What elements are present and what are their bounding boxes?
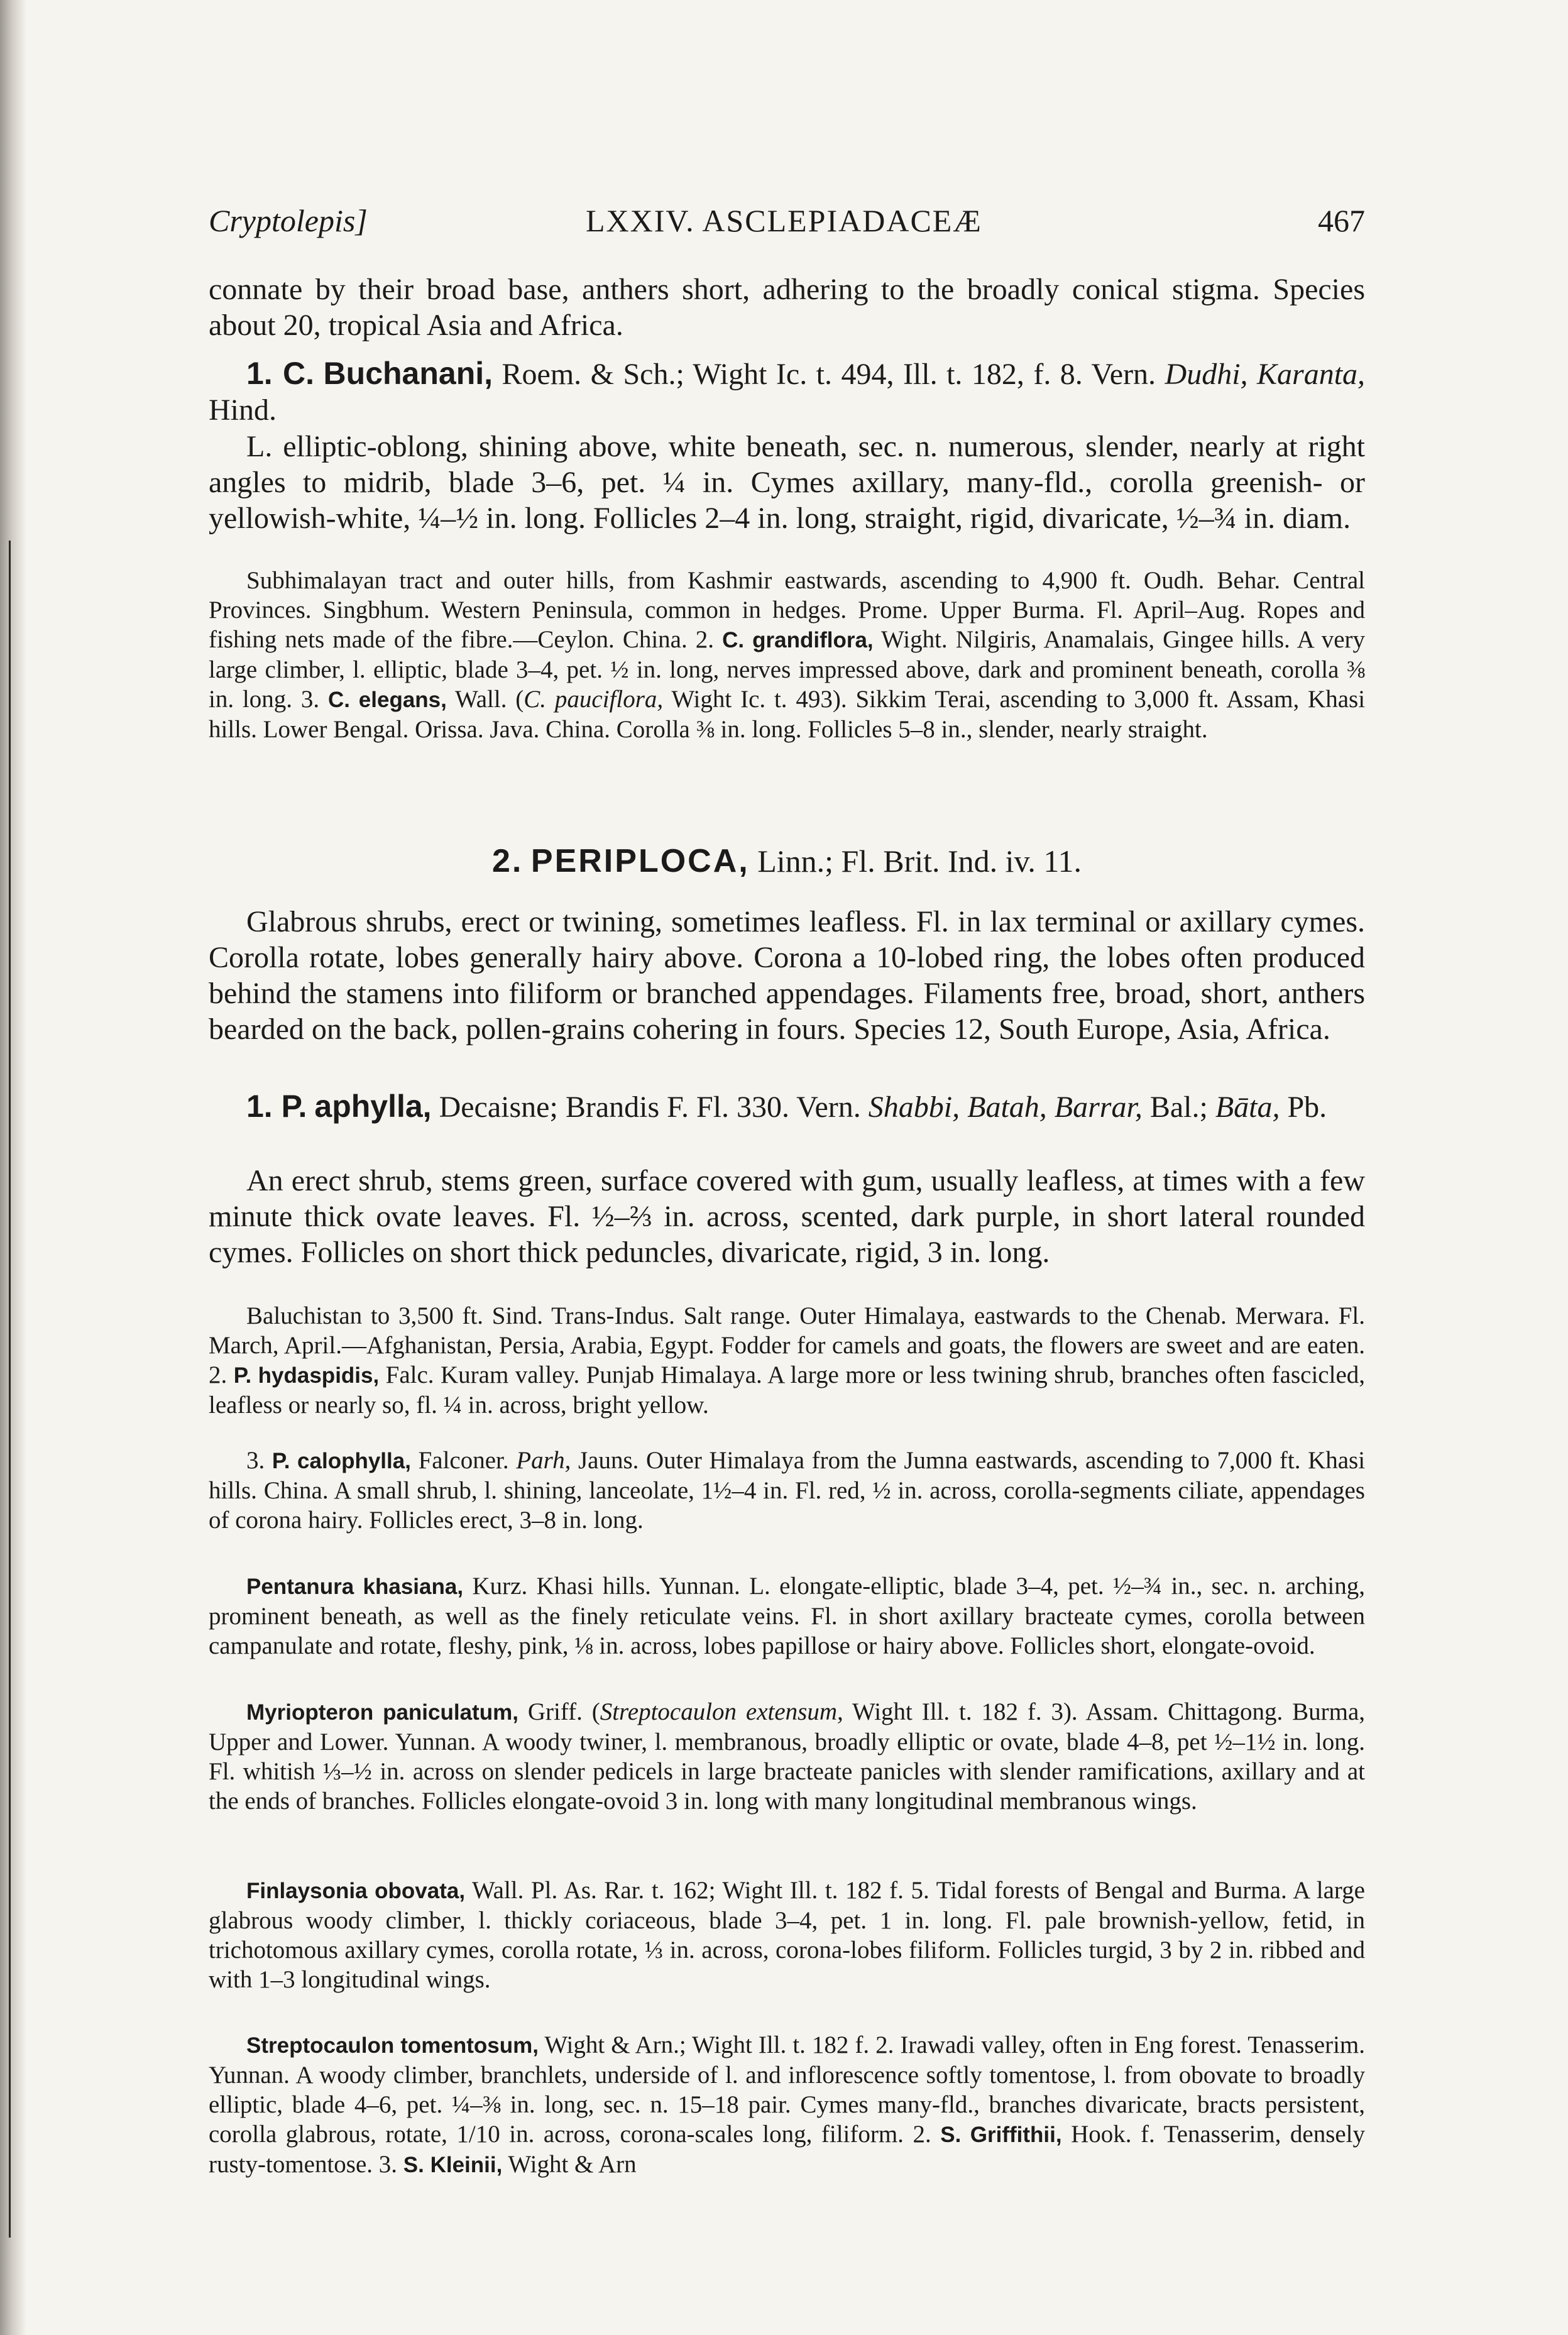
- calophylla-entry: [209, 1446, 1365, 1535]
- species-name: aphylla,: [314, 1089, 432, 1124]
- species-name: C. grandiflora,: [722, 628, 874, 652]
- cryptolepis-buchanani-entry: [209, 356, 1365, 428]
- cryptolepis-description: L. elliptic-oblong, shining above, white beneath, sec. n. numerous, slender, nearly at right angles to midrib, blade 3–6, pet. ¼ in. Cymes axillary, many-fld., corolla greenish- or yellowish-white, ¼–½ in. long. Follicles 2–4 in. long, straight, rigid, divaricate, ½–¾ in. diam.: [209, 430, 1365, 535]
- myriopteron-entry: [209, 1697, 1365, 1816]
- species-text: Wight Ill. t. 182 f. 3). Assam. Chittagong. Burma, Upper and Lower. Yunnan. A woody twiner, l. membranous, broadly elliptic or ovate, blade 4–8, pet ½–1½ in. long. Fl. whitish ⅓–½ in. across on slender pedicels in large bracteate panicles with slender ramifications, axillary and at the ends of branches. Follicles elongate-ovoid 3 in. long with many longitudinal membranous wings.: [209, 1698, 1366, 1815]
- species-text: Hook. f. Tenasserim, densely rusty-tomentose. 3.: [209, 2121, 1366, 2178]
- species-number: 3.: [246, 1447, 265, 1474]
- synonym: C. pauciflora,: [524, 686, 664, 713]
- species-name: Streptocaulon tomentosum,: [246, 2033, 539, 2058]
- pentanura-entry: [209, 1571, 1365, 1661]
- species-name: P. calophylla,: [271, 1449, 411, 1473]
- distribution-text: Baluchistan to 3,500 ft. Sind. Trans-Indus. Salt range. Outer Himalaya, eastwards to the Chenab. Merwara. Fl. March, April.—Afghanistan, Persia, Arabia, Egypt. Fodder for camels and goats, the flowers are sweet and are eaten. 2.: [209, 1302, 1365, 1388]
- vernacular-label: Vern.: [1091, 358, 1156, 391]
- header-genus: Cryptolepis]: [209, 203, 368, 238]
- species-name: C. elegans,: [327, 688, 447, 712]
- distribution-text: Wight Ic. t. 493). Sikkim Terai, ascending to 3,000 ft. Assam, Khasi hills. Lower Bengal. Orissa. Java. China. Corolla ⅜ in. long. Follicles 5–8 in., slender, nearly straight.: [209, 686, 1366, 743]
- species-name: Buchanani,: [323, 356, 493, 391]
- genus-name: PERIPLOCA,: [530, 843, 750, 879]
- binding-rule: [9, 541, 11, 2238]
- species-name: P. hydaspidis,: [233, 1363, 380, 1388]
- genus-number: 2.: [492, 843, 524, 879]
- species-authority: Falconer.: [418, 1447, 509, 1474]
- periploca-description: Glabrous shrubs, erect or twining, sometimes leafless. Fl. in lax terminal or axillary cymes. Corolla rotate, lobes generally hairy above. Corona a 10-lobed ring, the lobes often produced behind the stamens into filiform or branched appendages. Filaments free, broad, short, anthers bearded on the back, pollen-grains cohering in fours. Species 12, South Europe, Asia, Africa.: [209, 905, 1365, 1046]
- vernacular-source: Bal.;: [1149, 1091, 1208, 1124]
- vernacular-names: Shabbi, Batah, Barrar,: [868, 1091, 1143, 1124]
- vernacular-region: Pb.: [1287, 1091, 1327, 1124]
- genus-reference: Linn.; Fl. Brit. Ind. iv. 11.: [757, 843, 1082, 879]
- streptocaulon-entry: [209, 2030, 1365, 2180]
- distribution-text: Wight. Nilgiris, Anamalais, Gingee hills. A very large climber, l. elliptic, blade 3–4, pet. ½ in. long, nerves impressed above, dark and prominent beneath, corolla ⅜ in. long. 3.: [209, 626, 1366, 713]
- page-number: 467: [1318, 203, 1365, 238]
- vernacular-region: Hind.: [209, 393, 277, 427]
- distribution-text: Subhimalayan tract and outer hills, from Kashmir eastwards, ascending to 4,900 ft. Oudh. Behar. Central Provinces. Singbhum. Western Peninsula, common in hedges. Prome. Upper Burma. Fl. April–Aug. Ropes and fishing nets made of the fibre.—Ceylon. China. 2.: [209, 567, 1365, 653]
- vernacular-names: Dudhi, Karanta,: [1165, 358, 1366, 391]
- intro-continuation: connate by their broad base, anthers short, adhering to the broadly conical stigma. Species about 20, tropical Asia and Africa.: [209, 273, 1365, 342]
- species-name: Finlaysonia obovata,: [246, 1879, 466, 1903]
- species-text: Wight & Arn: [508, 2151, 637, 2178]
- vernacular-names: Bāta,: [1215, 1091, 1280, 1124]
- aphylla-distribution: [209, 1301, 1365, 1420]
- species-text: Wight & Arn.; Wight Ill. t. 182 f. 2. Irawadi valley, often in Eng forest. Tenasserim. Yunnan. A woody climber, branchlets, underside of l. and inflorescence softly tomentose, l. from obovate to broadly elliptic, blade 4–6, pet. ¼–⅜ in. long, sec. n. 15–18 pair. Cymes many-fld., branches divaricate, bracts persistent, corolla glabrous, rotate, 1/10 in. across, corona-scales long, filiform. 2.: [209, 2031, 1365, 2148]
- species-text: Griff. (: [527, 1698, 600, 1725]
- cryptolepis-distribution: [209, 566, 1365, 744]
- distribution-text: Wall. (: [455, 686, 524, 713]
- header-family: LXXIV. ASCLEPIADACEÆ: [586, 203, 982, 238]
- species-number: 1. P.: [246, 1089, 307, 1124]
- species-name: S. Griffithii,: [940, 2123, 1062, 2147]
- species-text: Kurz. Khasi hills. Yunnan. L. elongate-elliptic, blade 3–4, pet. ½–¾ in., sec. n. arching, prominent beneath, as well as the finely reticulate veins. Fl. in short axillary bracteate cymes, corolla between campanulate and rotate, fleshy, pink, ⅛ in. across, lobes papillose or hairy above. Follicles short, elongate-ovoid.: [209, 1573, 1365, 1659]
- distribution-text: Falc. Kuram valley. Punjab Himalaya. A large more or less twining shrub, branches often fascicled, leafless or nearly so, fl. ¼ in. across, bright yellow.: [209, 1361, 1366, 1419]
- species-name: Pentanura khasiana,: [246, 1574, 464, 1599]
- species-authority: Decaisne; Brandis F. Fl. 330. Vern.: [439, 1091, 861, 1124]
- distribution-text: Jauns. Outer Himalaya from the Jumna eastwards, ascending to 7,000 ft. Khasi hills. China. A small shrub, l. shining, lanceolate, 1½–4 in. Fl. red, ½ in. across, corolla-segments ciliate, appendages of corona hairy. Follicles erect, 3–8 in. long.: [209, 1447, 1366, 1534]
- species-authority: Roem. & Sch.; Wight Ic. t. 494, Ill. t. 182, f. 8.: [502, 358, 1083, 391]
- running-header: [209, 202, 1365, 246]
- finlaysonia-entry: [209, 1876, 1365, 1994]
- aphylla-description: An erect shrub, stems green, surface covered with gum, usually leafless, at times with a few minute thick ovate leaves. Fl. ½–⅔ in. across, scented, dark purple, in short lateral rounded cymes. Follicles on short thick peduncles, divaricate, rigid, 3 in. long.: [209, 1164, 1365, 1269]
- species-text: Wall. Pl. As. Rar. t. 162; Wight Ill. t. 182 f. 5. Tidal forests of Bengal and Burma. A large glabrous woody climber, l. thickly coriaceous, blade 3–4, pet. 1 in. long. Fl. pale brownish-yellow, fetid, in trichotomous axillary cymes, corolla rotate, ⅓ in. across, corona-lobes filiform. Follicles turgid, 3 by 2 in. ribbed and with 1–3 longitudinal wings.: [209, 1877, 1365, 1993]
- periploca-aphylla-entry: [209, 1089, 1365, 1125]
- vernacular-names: Parh,: [516, 1447, 571, 1474]
- species-name: Myriopteron paniculatum,: [246, 1700, 518, 1725]
- binding-shadow: [0, 0, 26, 2335]
- genus-heading-periploca: [209, 842, 1365, 880]
- species-name: S. Kleinii,: [403, 2153, 503, 2177]
- species-number: 1. C.: [246, 356, 315, 391]
- synonym: Streptocaulon extensum,: [600, 1698, 843, 1725]
